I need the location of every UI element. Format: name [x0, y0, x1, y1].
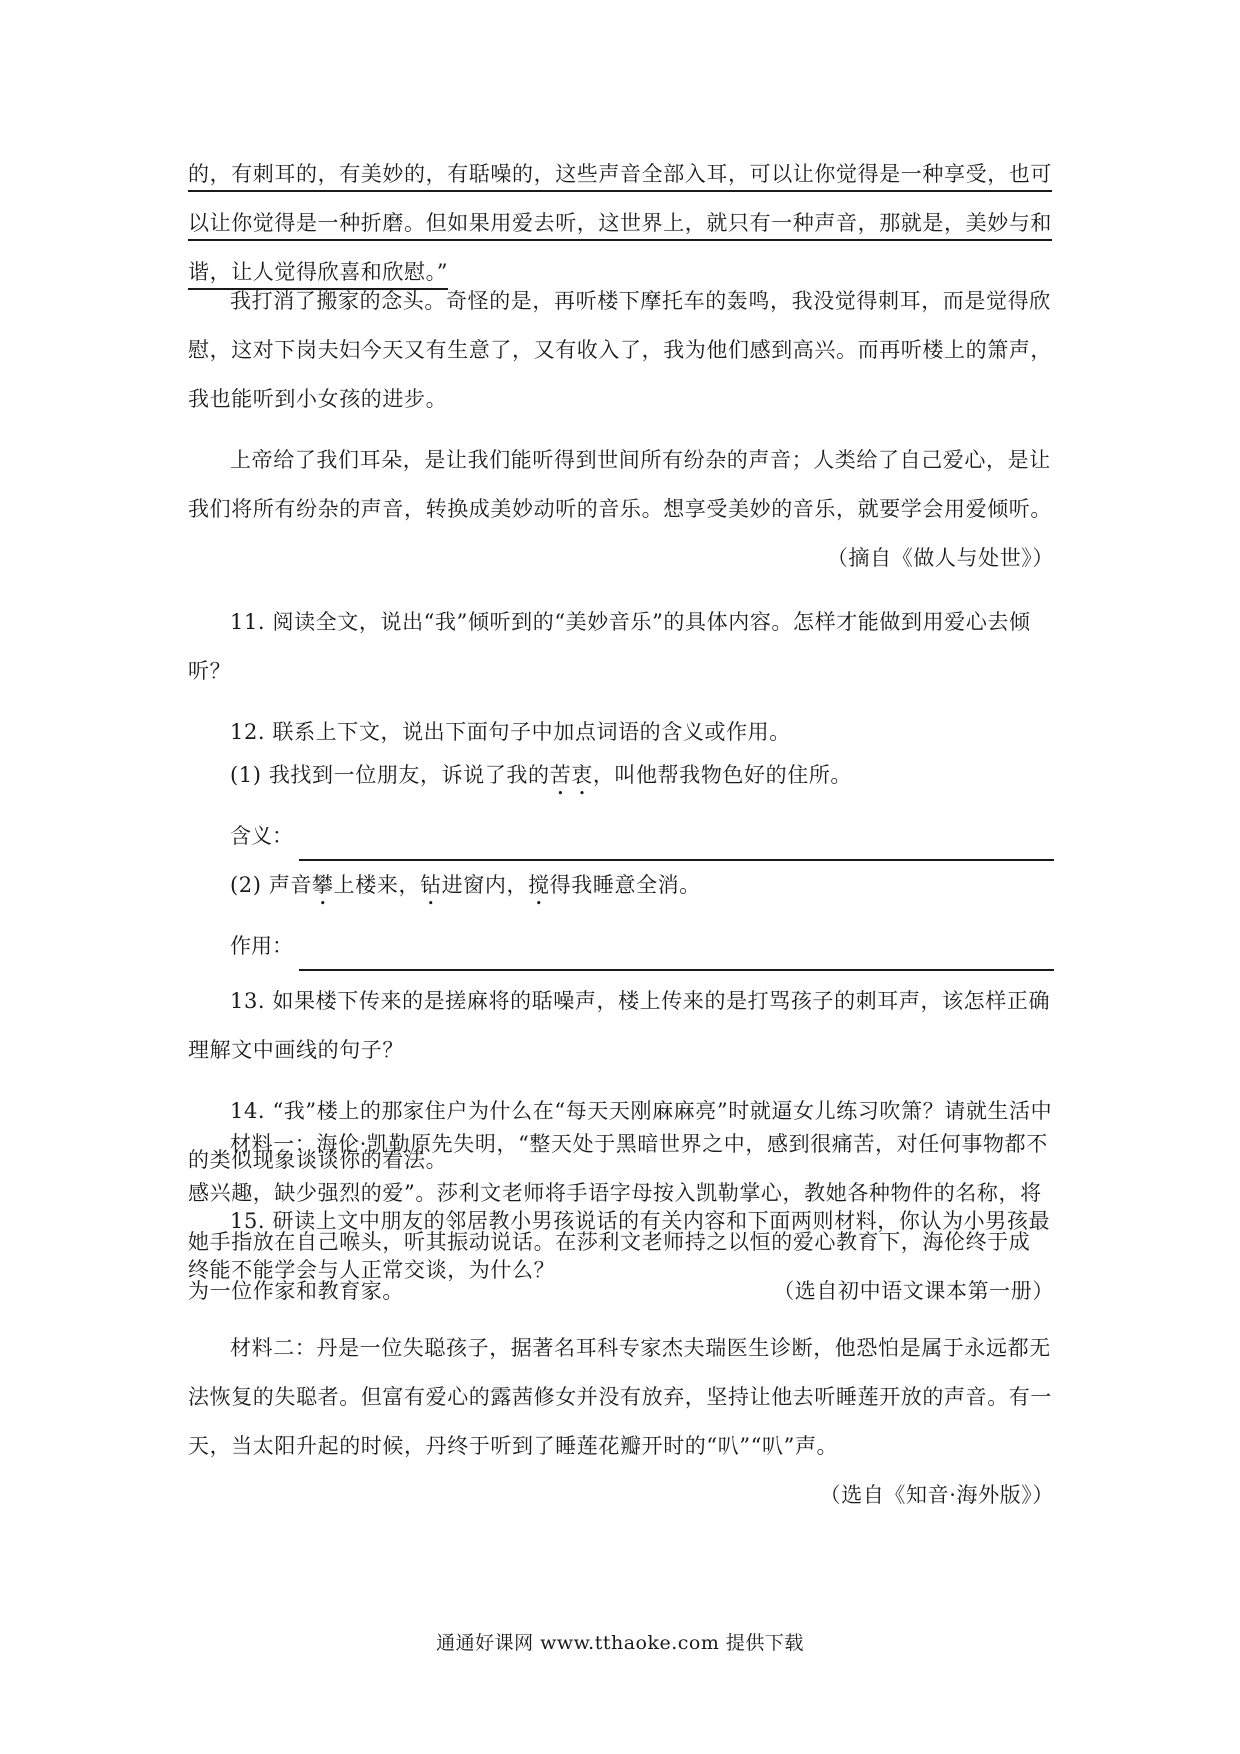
question-12-item-1: (1) 我找到一位朋友，诉说了我的苦衷，叫他帮我物色好的住所。 — [230, 763, 853, 787]
material-2-source: （选自《知音·海外版》） — [819, 1483, 1054, 1507]
function-answer-line[interactable] — [299, 939, 1054, 971]
function-answer-row — [188, 922, 1054, 971]
dotted-word-jiao: 搅 — [528, 873, 550, 897]
paragraph-moving-thoughts: 我打消了搬家的念头。奇怪的是，再听楼下摩托车的轰鸣，我没觉得刺耳，而是觉得欣慰，这对下岗夫妇今天又有生意了，又有收入了，我为他们感到高兴。而再听楼上的箫声，我也能听到小女孩的进步。 — [188, 289, 1052, 411]
dotted-word-zuan: 钻 — [420, 873, 442, 897]
question-12: 12. 联系上下文，说出下面句子中加点词语的含义或作用。 — [230, 720, 791, 744]
material-1-text: 材料一：海伦·凯勒原先失明，“整天处于黑暗世界之中，感到很痛苦，对任何事物都不感兴趣，缺少强烈的爱”。莎利文老师将手语字母按入凯勒掌心，教她各种物件的名称，将她手指放在自己喉头，听其振动说话。在莎利文老师持之以恒的爱心教育下，海伦终于成 — [188, 1132, 1048, 1254]
dotted-word-pan: 攀 — [312, 873, 334, 897]
passage-source: （摘自《做人与处世》） — [826, 546, 1054, 570]
meaning-label: 含义： — [230, 824, 293, 848]
page-footer: 通通好课网 www.tthaoke.com 提供下载 — [436, 1632, 804, 1654]
passage-body — [188, 277, 1054, 583]
meaning-answer-row — [188, 812, 1054, 861]
question-12-item-2: (2) 声音攀上楼来，钻进窗内，搅得我睡意全消。 — [230, 873, 701, 897]
material-1-source: （选自初中语文课本第一册） — [773, 1279, 1054, 1303]
material-1-last-line — [188, 1267, 1054, 1316]
underlined-sentence-line-2: 以让你觉得是一种折磨。但如果用爱去听，这世界上，就只有一种声音，那就是，美妙与和 — [188, 211, 1052, 235]
question-11: 11. 阅读全文，说出“我”倾听到的“美妙音乐”的具体内容。怎样才能做到用爱心去倾听？ — [188, 610, 1031, 683]
material-1-text-end: 为一位作家和教育家。 — [188, 1279, 404, 1303]
question-14: 14. “我”楼上的那家住户为什么在“每天天刚麻麻亮”时就逼女儿练习吹箫？请就生活中的类似现象谈谈你的看法。 — [188, 1099, 1053, 1172]
function-label: 作用： — [230, 934, 293, 958]
question-13: 13. 如果楼下传来的是搓麻将的聒噪声，楼上传来的是打骂孩子的刺耳声，该怎样正确理解文中画线的句子？ — [188, 989, 1051, 1062]
underlined-sentence-line-1: 的，有刺耳的，有美妙的，有聒噪的，这些声音全部入耳，可以让你觉得是一种享受，也可 — [188, 162, 1052, 186]
paragraph-conclusion: 上帝给了我们耳朵，是让我们能听得到世间所有纷杂的声音；人类给了自己爱心，是让我们将所有纷杂的声音，转换成美妙动听的音乐。想享受美妙的音乐，就要学会用爱倾听。 — [188, 448, 1052, 521]
quote-block — [188, 150, 1054, 297]
underlined-sentence-line-3: 谐，让人觉得欣喜和欣慰。” — [188, 260, 449, 284]
materials-section — [188, 1120, 1054, 1520]
question-15: 15. 研读上文中朋友的邻居教小男孩说话的有关内容和下面两则材料，你认为小男孩最终能不能学会与人正常交谈，为什么？ — [188, 1209, 1051, 1282]
material-2-text: 材料二：丹是一位失聪孩子，据著名耳科专家杰夫瑞医生诊断，他恐怕是属于永远都无法恢复的失聪者。但富有爱心的露茜修女并没有放弃，坚持让他去听睡莲开放的声音。有一天，当太阳升起的时候，丹终于听到了睡莲花瓣开时的“叭”“叭”声。 — [188, 1336, 1052, 1458]
meaning-answer-line[interactable] — [299, 829, 1054, 861]
dotted-word-kuzhong: 苦衷 — [549, 763, 593, 787]
